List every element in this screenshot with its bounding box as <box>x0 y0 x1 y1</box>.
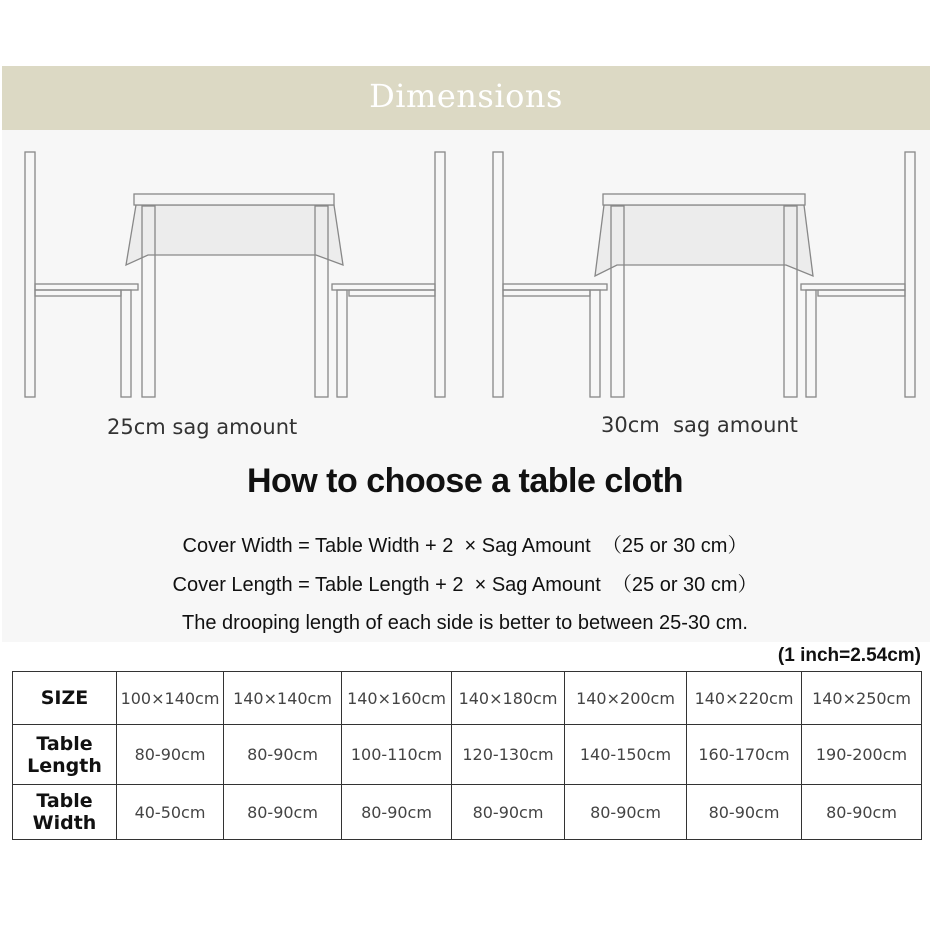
size-cell: 140×180cm <box>452 672 565 725</box>
left-chair-back <box>493 152 503 397</box>
width-cell: 80-90cm <box>802 785 922 840</box>
length-cell: 120-130cm <box>452 725 565 785</box>
left-chair-leg <box>590 290 600 397</box>
right-chair-leg <box>337 290 347 397</box>
left-chair-back <box>25 152 35 397</box>
width-cell: 40-50cm <box>117 785 224 840</box>
table-top <box>603 194 805 205</box>
size-cell: 140×250cm <box>802 672 922 725</box>
right-chair-back <box>435 152 445 397</box>
table-row-width <box>13 785 922 840</box>
left-chair-rail <box>503 290 590 296</box>
size-table <box>12 671 922 840</box>
right-chair-seat <box>801 284 905 290</box>
size-cell: 140×200cm <box>565 672 687 725</box>
right-chair-back <box>905 152 915 397</box>
table-top <box>134 194 334 205</box>
length-cell: 140-150cm <box>565 725 687 785</box>
sag-label-25cm: 25cm sag amount <box>107 415 298 439</box>
width-cell: 80-90cm <box>342 785 452 840</box>
right-chair-rail <box>818 290 905 296</box>
diagram-30cm <box>493 152 915 397</box>
left-chair-leg <box>121 290 131 397</box>
tablecloth-drape <box>595 205 813 276</box>
left-chair-seat <box>503 284 607 290</box>
drooping-tip: The drooping length of each side is better to between 25-30 cm. <box>182 612 748 634</box>
diagram-25cm <box>25 152 445 397</box>
sag-label-30cm: 30cm sag amount <box>601 413 798 437</box>
left-chair-rail <box>35 290 121 296</box>
width-cell: 80-90cm <box>224 785 342 840</box>
width-cell: 80-90cm <box>687 785 802 840</box>
right-chair-seat <box>332 284 435 290</box>
length-cell: 80-90cm <box>224 725 342 785</box>
table-row-length <box>13 725 922 785</box>
table-row-size <box>13 672 922 725</box>
length-cell: 80-90cm <box>117 725 224 785</box>
tablecloth-drape <box>126 205 343 265</box>
size-cell: 140×160cm <box>342 672 452 725</box>
page-title: Dimensions <box>369 77 563 115</box>
formula-cover-width: Cover Width = Table Width + 2 × Sag Amount （25 or 30 cm） <box>182 535 748 557</box>
left-chair-seat <box>35 284 138 290</box>
size-cell: 140×220cm <box>687 672 802 725</box>
conversion-note: (1 inch=2.54cm) <box>777 645 921 666</box>
length-cell: 100-110cm <box>342 725 452 785</box>
formula-cover-length: Cover Length = Table Length + 2 × Sag Amount （25 or 30 cm） <box>172 574 758 596</box>
row-header-table-length: Table Length <box>13 725 117 785</box>
width-cell: 80-90cm <box>565 785 687 840</box>
length-cell: 160-170cm <box>687 725 802 785</box>
length-cell: 190-200cm <box>802 725 922 785</box>
guide-title: How to choose a table cloth <box>246 462 684 500</box>
right-chair-rail <box>349 290 435 296</box>
size-cell: 100×140cm <box>117 672 224 725</box>
row-header-table-width: Table Width <box>13 785 117 840</box>
row-header-size: SIZE <box>13 672 117 725</box>
right-chair-leg <box>806 290 816 397</box>
table-diagrams <box>0 0 930 460</box>
size-cell: 140×140cm <box>224 672 342 725</box>
width-cell: 80-90cm <box>452 785 565 840</box>
